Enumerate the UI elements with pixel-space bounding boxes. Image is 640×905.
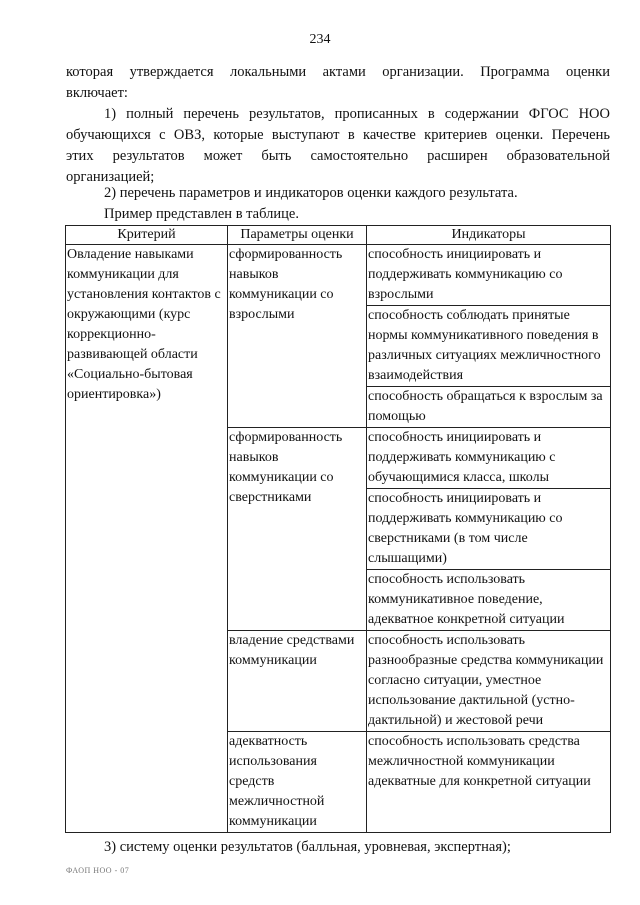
indicator-cell: способность инициировать и поддерживать коммуникацию со взрослыми xyxy=(367,245,611,306)
criteria-table xyxy=(65,225,611,833)
table-caption: Пример представлен в таблице. xyxy=(104,206,299,222)
indicator-cell: способность использовать средства межличностной коммуникации адекватные для конкретной ситуации xyxy=(367,732,611,833)
table-header-row xyxy=(66,226,611,245)
table-row xyxy=(66,245,611,306)
list-item-line: обучающихся с ОВЗ, которые выступают в качестве критериев оценки. Перечень xyxy=(66,127,610,143)
header-criterion: Критерий xyxy=(66,226,228,245)
header-parameters: Параметры оценки xyxy=(228,226,367,245)
header-indicators: Индикаторы xyxy=(367,226,611,245)
indicator-cell: способность использовать коммуникативное поведение, адекватное конкретной ситуации xyxy=(367,570,611,631)
list-item-3: 3) систему оценки результатов (балльная, уровневая, экспертная); xyxy=(104,839,511,855)
list-item-2: 2) перечень параметров и индикаторов оценки каждого результата. xyxy=(104,185,518,201)
indicator-cell: способность инициировать и поддерживать коммуникацию со сверстниками (в том числе слышащими) xyxy=(367,489,611,570)
parameter-cell: сформированность навыков коммуникации со сверстниками xyxy=(228,428,367,631)
list-item-1 xyxy=(66,104,610,188)
intro-line: включает: xyxy=(66,85,128,101)
parameter-cell: адекватность использования средств межличностной коммуникации xyxy=(228,732,367,833)
intro-paragraph xyxy=(66,62,610,104)
footer-mark: ФАОП НОО - 07 xyxy=(66,866,130,875)
list-item-line: этих результатов может быть самостоятельно расширен образовательной xyxy=(66,148,610,164)
indicator-cell: способность использовать разнообразные средства коммуникации согласно ситуации, уместное использование дактильной (устно-дактильной) и жестовой речи xyxy=(367,631,611,732)
list-item-line: 1) полный перечень результатов, прописанных в содержании ФГОС НОО xyxy=(104,106,610,122)
intro-line: которая утверждается локальными актами организации. Программа оценки xyxy=(66,64,610,80)
page-number: 234 xyxy=(309,32,331,47)
parameter-cell: сформированность навыков коммуникации со взрослыми xyxy=(228,245,367,428)
parameter-cell: владение средствами коммуникации xyxy=(228,631,367,732)
indicator-cell: способность инициировать и поддерживать коммуникацию с обучающимися класса, школы xyxy=(367,428,611,489)
criterion-cell: Овладение навыками коммуникации для установления контактов с окружающими (курс коррекционно-развивающей области «Социально-бытовая ориентировка») xyxy=(66,245,228,833)
list-item-line: организацией; xyxy=(66,169,155,185)
indicator-cell: способность соблюдать принятые нормы коммуникативного поведения в различных ситуациях межличностного взаимодействия xyxy=(367,306,611,387)
indicator-cell: способность обращаться к взрослым за помощью xyxy=(367,387,611,428)
